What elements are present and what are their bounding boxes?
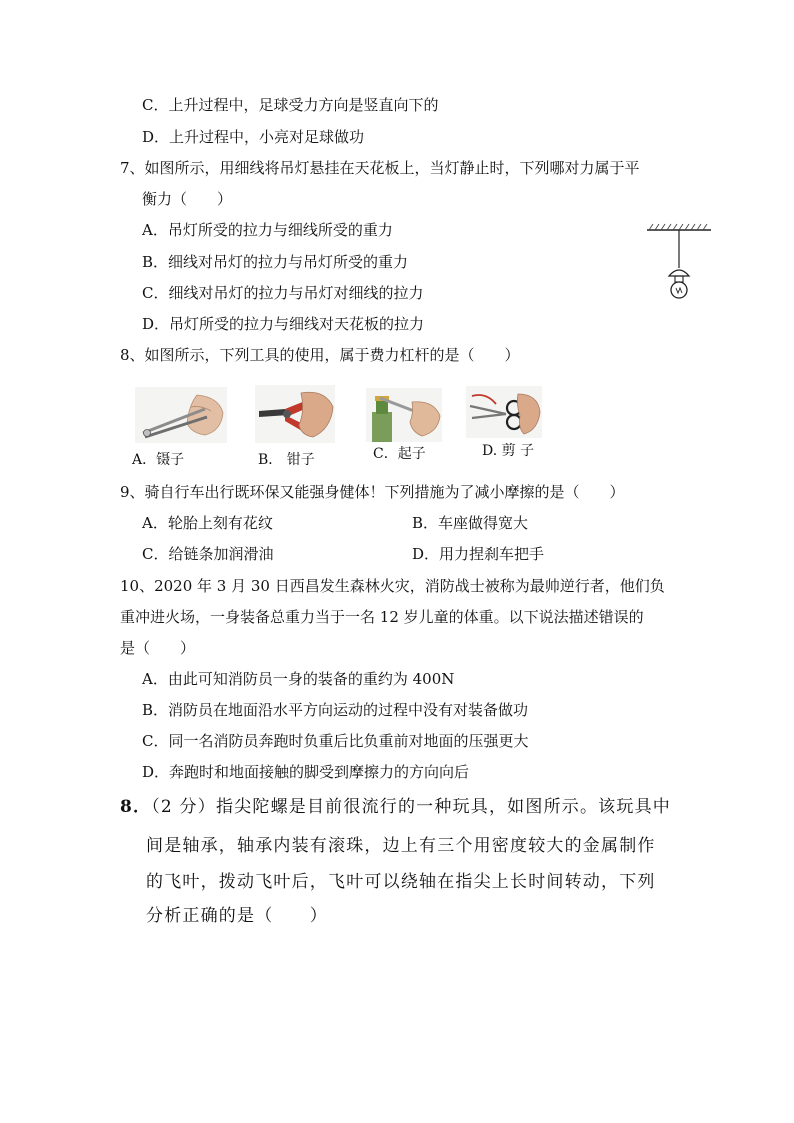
q7-stem-line2: 衡力（ ）: [142, 190, 233, 208]
q7-option-a: A．吊灯所受的拉力与细线所受的重力: [142, 221, 393, 239]
q8b-line3: 的飞叶，拨动飞叶后，飞叶可以绕轴在指尖上长时间转动，下列: [146, 872, 656, 892]
q8-stem: 8、如图所示，下列工具的使用，属于费力杠杆的是（ ）: [120, 346, 520, 364]
q10-stem-line2: 重冲进火场，一身装备总重力当于一名 12 岁儿童的体重。以下说法描述错误的: [120, 608, 644, 626]
q7-option-b: B．细线对吊灯的拉力与吊灯所受的重力: [142, 253, 409, 271]
q9-option-c: C．给链条加润滑油: [142, 545, 274, 563]
tweezers-figure: [135, 387, 227, 443]
q8b-text-line1: 指尖陀螺是目前很流行的一种玩具，如图所示。该玩具中: [215, 797, 671, 817]
bottle-opener-figure: [366, 388, 442, 442]
q9-option-b: B．车座做得宽大: [412, 514, 529, 532]
pliers-figure: [255, 385, 335, 443]
q9-stem: 9、骑自行车出行既环保又能强身健体！下列措施为了减小摩擦的是（ ）: [120, 483, 625, 501]
q6-option-d: D．上升过程中，小亮对足球做功: [142, 128, 365, 146]
q10-stem-line3: 是（ ）: [120, 639, 196, 657]
q10-option-c: C．同一名消防员奔跑时负重后比负重前对地面的压强更大: [142, 732, 529, 750]
pliers-caption: B． 钳子: [258, 452, 315, 468]
hanging-lamp-figure: [645, 222, 715, 304]
tweezers-caption: A．镊子: [132, 452, 185, 468]
q8b-line2: 间是轴承，轴承内装有滚珠，边上有三个用密度较大的金属制作: [146, 836, 656, 856]
q9-option-a: A．轮胎上刻有花纹: [142, 514, 273, 532]
q8b-points: （2 分）: [151, 797, 216, 817]
q7-stem-line1: 7、如图所示，用细线将吊灯悬挂在天花板上，当灯静止时，下列哪对力属于平: [120, 159, 640, 177]
q8b-number: 8．: [120, 797, 152, 817]
q10-option-a: A．由此可知消防员一身的装备的重约为 400N: [142, 670, 455, 688]
q8b-line1: [120, 797, 671, 817]
q7-option-c: C．细线对吊灯的拉力与吊灯对细线的拉力: [142, 284, 424, 302]
scissors-figure: [466, 386, 542, 438]
bottle-opener-caption: C．起子: [373, 446, 426, 462]
q10-stem-line1: 10、2020 年 3 月 30 日西昌发生森林火灾，消防战士被称为最帅逆行者，他们负: [120, 577, 665, 595]
q7-option-d: D．吊灯所受的拉力与细线对天花板的拉力: [142, 315, 425, 333]
q8b-line4: 分析正确的是（ ）: [146, 906, 328, 926]
q6-option-c: C．上升过程中，足球受力方向是竖直向下的: [142, 96, 439, 114]
scissors-caption: D. 剪 子: [482, 443, 535, 459]
q9-option-d: D．用力捏刹车把手: [412, 545, 545, 563]
q10-option-b: B．消防员在地面沿水平方向运动的过程中没有对装备做功: [142, 701, 529, 719]
q10-option-d: D．奔跑时和地面接触的脚受到摩擦力的方向向后: [142, 763, 470, 781]
